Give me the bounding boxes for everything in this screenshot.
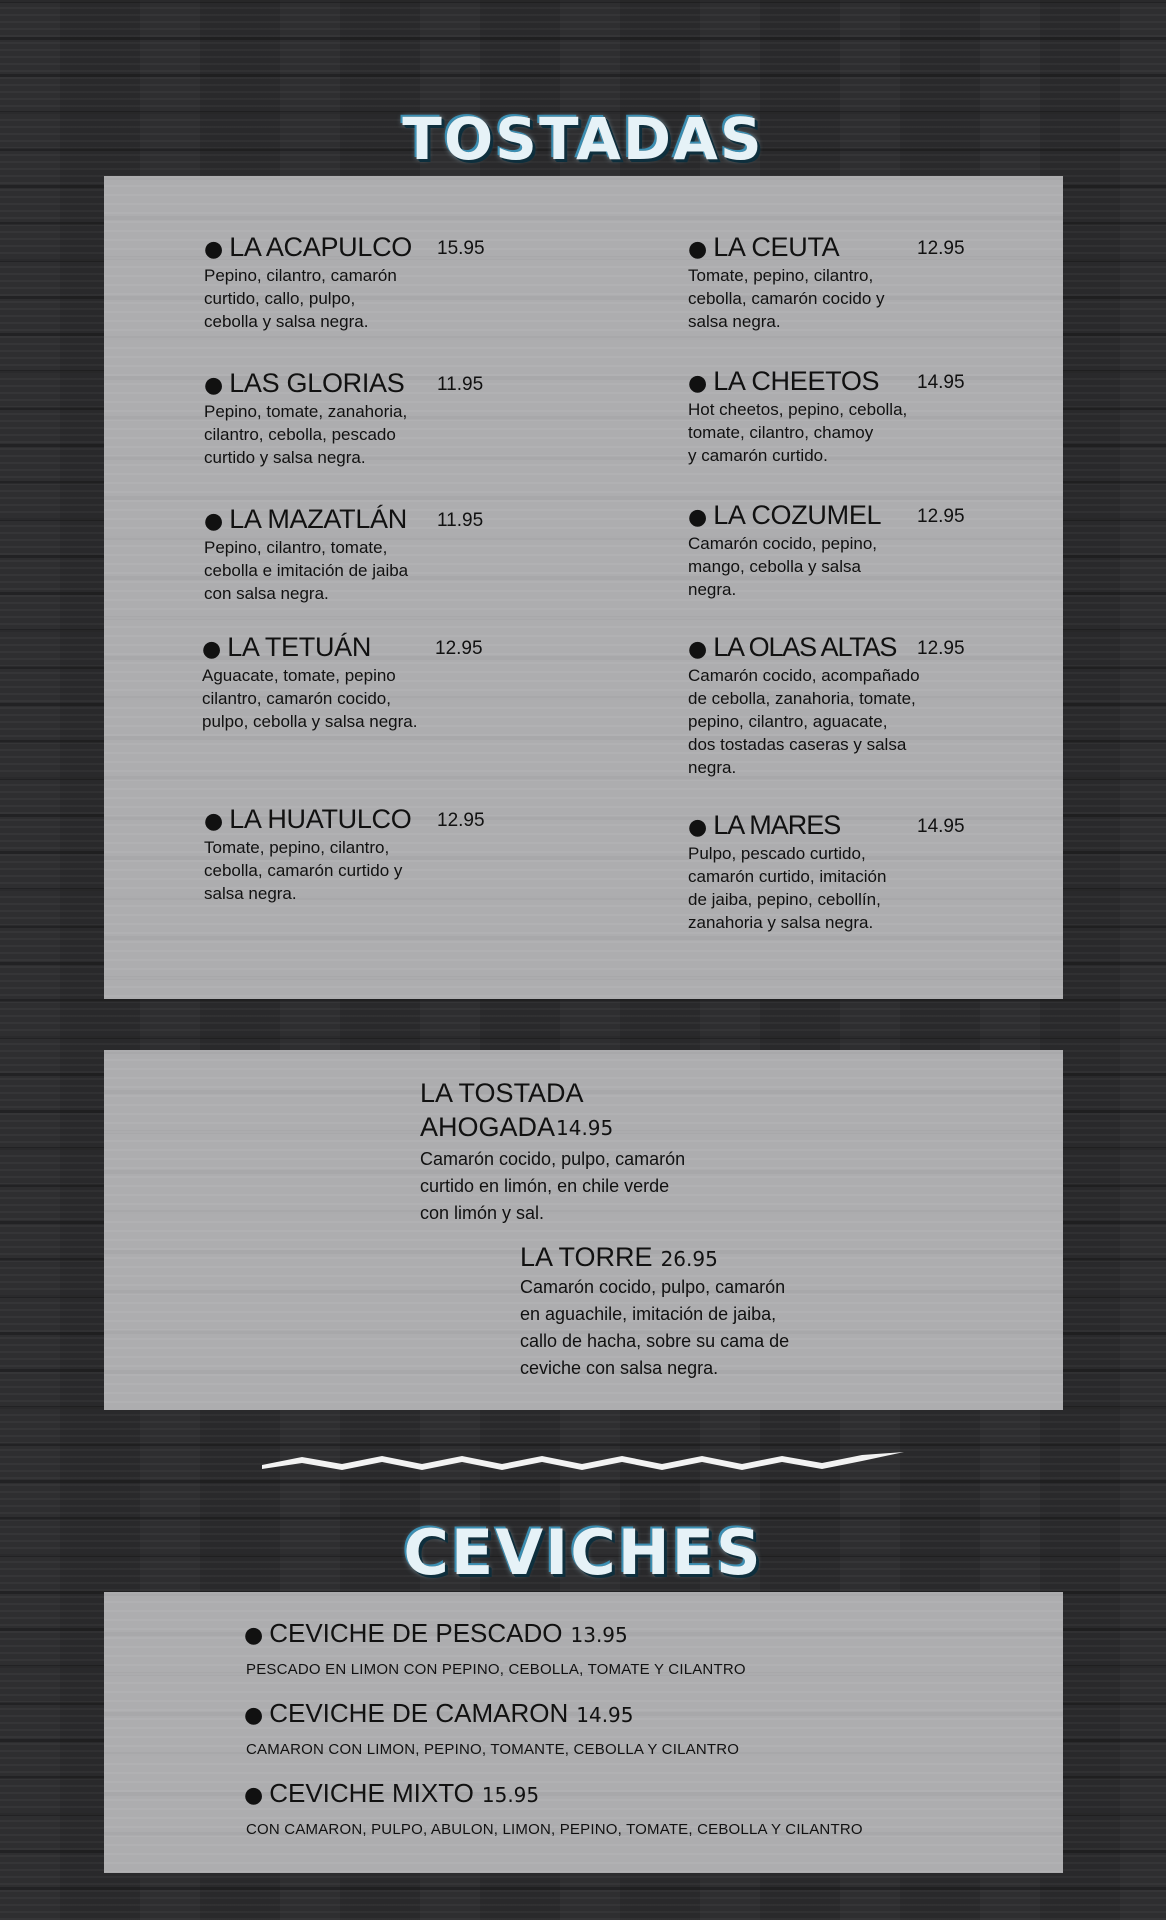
- menu-item-huatulco: [204, 804, 504, 905]
- item-price: 15.95: [437, 238, 485, 259]
- menu-item-tetuan: [202, 632, 502, 733]
- item-description: Pepino, cilantro, camarón curtido, callo, pulpo, cebolla y salsa negra.: [204, 266, 397, 331]
- special-item-torre: [520, 1240, 840, 1382]
- bullet-icon: ●: [204, 809, 224, 834]
- special-item-ahogada: [420, 1076, 740, 1227]
- item-name: LA CHEETOS: [713, 366, 880, 396]
- item-name: LA HUATULCO: [229, 804, 412, 834]
- menu-item-glorias: [204, 368, 504, 469]
- wave-divider: [262, 1447, 904, 1475]
- menu-item-olas-altas: [688, 632, 988, 779]
- item-description: Camarón cocido, acompañado de cebolla, zanahoria, tomate, pepino, cilantro, aguacate, dos tostadas caseras y salsa negra.: [688, 666, 920, 777]
- item-price: 11.95: [437, 510, 484, 531]
- item-name: LA COZUMEL: [713, 500, 882, 530]
- item-description: Aguacate, tomate, pepino cilantro, camarón cocido, pulpo, cebolla y salsa negra.: [202, 666, 418, 731]
- bullet-icon: ●: [688, 237, 708, 262]
- bullet-icon: ●: [688, 815, 708, 840]
- item-description: Camarón cocido, pulpo, camarón curtido en limón, en chile verde con limón y sal.: [420, 1149, 686, 1223]
- item-description: Pepino, cilantro, tomate, cebolla e imitación de jaiba con salsa negra.: [204, 538, 409, 603]
- item-name: CEVICHE DE CAMARON: [269, 1698, 569, 1728]
- item-price: 14.95: [576, 1703, 634, 1727]
- menu-item-acapulco: [204, 232, 504, 333]
- bullet-icon: ●: [204, 373, 224, 398]
- item-price: 12.95: [437, 810, 485, 831]
- ceviches-title: CEVICHES: [403, 1516, 763, 1589]
- item-price: 14.95: [917, 816, 965, 837]
- item-name: CEVICHE DE PESCADO: [269, 1618, 563, 1648]
- ceviche-item-camaron: [244, 1698, 739, 1758]
- item-description: Camarón cocido, pepino, mango, cebolla y salsa negra.: [688, 534, 878, 599]
- item-name: CEVICHE MIXTO: [269, 1778, 474, 1808]
- item-price: 12.95: [917, 238, 965, 259]
- item-name: LA MARES: [713, 810, 841, 840]
- item-name: LA OLAS ALTAS: [713, 632, 897, 662]
- bullet-icon: ●: [244, 1703, 264, 1728]
- item-price: 14.95: [556, 1116, 614, 1140]
- item-description: Tomate, pepino, cilantro, cebolla, camarón curtido y salsa negra.: [204, 838, 403, 903]
- bullet-icon: ●: [688, 637, 708, 662]
- item-price: 13.95: [570, 1623, 628, 1647]
- item-description: PESCADO EN LIMON CON PEPINO, CEBOLLA, TOMATE Y CILANTRO: [246, 1661, 746, 1678]
- item-price: 26.95: [660, 1247, 718, 1271]
- item-description: Tomate, pepino, cilantro, cebolla, camarón cocido y salsa negra.: [688, 266, 885, 331]
- specials-panel: [104, 1050, 1063, 1410]
- tostadas-title: TOSTADAS: [402, 105, 764, 173]
- bullet-icon: ●: [244, 1783, 264, 1808]
- menu-item-ceuta: [688, 232, 988, 333]
- menu-item-cozumel: [688, 500, 988, 601]
- item-name: LA TOSTADA AHOGADA: [420, 1078, 584, 1142]
- item-price: 12.95: [435, 638, 483, 659]
- item-price: 15.95: [481, 1783, 540, 1807]
- item-price: 11.95: [437, 374, 484, 395]
- tostadas-panel: [104, 176, 1063, 999]
- bullet-icon: ●: [688, 371, 708, 396]
- item-name: LA TETUÁN: [227, 632, 372, 662]
- item-name: LA MAZATLÁN: [229, 504, 407, 534]
- ceviche-item-pescado: [244, 1618, 746, 1678]
- ceviche-item-mixto: [244, 1778, 863, 1838]
- item-description: Hot cheetos, pepino, cebolla, tomate, cilantro, chamoy y camarón curtido.: [688, 400, 908, 465]
- bullet-icon: ●: [202, 637, 222, 662]
- bullet-icon: ●: [204, 509, 224, 534]
- item-name: LA ACAPULCO: [229, 232, 412, 262]
- item-description: Camarón cocido, pulpo, camarón en aguachile, imitación de jaiba, callo de hacha, sobre su cama de ceviche con salsa negra.: [520, 1277, 790, 1378]
- item-name: LAS GLORIAS: [229, 368, 405, 398]
- item-name: LA CEUTA: [713, 232, 840, 262]
- item-description: CON CAMARON, PULPO, ABULON, LIMON, PEPINO, TOMATE, CEBOLLA Y CILANTRO: [246, 1821, 863, 1838]
- item-price: 12.95: [917, 638, 965, 659]
- item-name: LA TORRE: [520, 1242, 653, 1272]
- item-price: 14.95: [917, 372, 965, 393]
- bullet-icon: ●: [688, 505, 708, 530]
- item-description: CAMARON CON LIMON, PEPINO, TOMANTE, CEBOLLA Y CILANTRO: [246, 1741, 740, 1758]
- bullet-icon: ●: [204, 237, 224, 262]
- menu-item-mazatlan: [204, 504, 504, 605]
- item-description: Pulpo, pescado curtido, camarón curtido, imitación de jaiba, pepino, cebollín, zanahoria y salsa negra.: [688, 844, 887, 932]
- bullet-icon: ●: [244, 1623, 264, 1648]
- menu-item-cheetos: [688, 366, 988, 467]
- menu-item-mares: [688, 810, 988, 934]
- item-description: Pepino, tomate, zanahoria, cilantro, cebolla, pescado curtido y salsa negra.: [204, 402, 408, 467]
- ceviches-panel: [104, 1592, 1063, 1873]
- item-price: 12.95: [917, 506, 965, 527]
